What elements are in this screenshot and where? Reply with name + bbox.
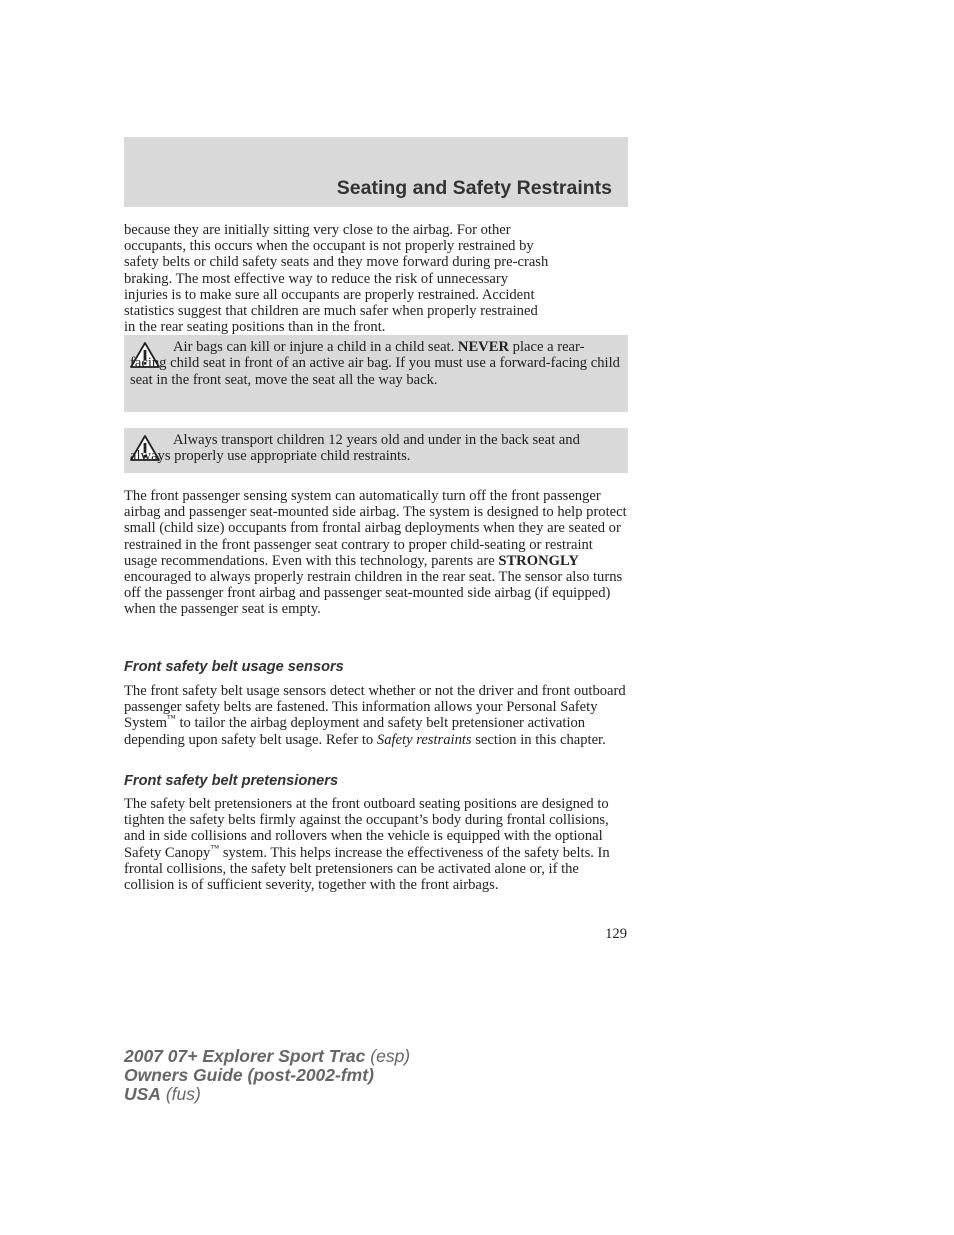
emphasis-strongly: STRONGLY: [498, 552, 579, 569]
warning-emphasis: NEVER: [457, 339, 509, 355]
intro-line: braking. The most effective way to reduce the risk of unnecessary: [124, 270, 509, 287]
intro-line: occupants, this occurs when the occupant is not properly restrained by: [124, 238, 534, 255]
footer-line: 2007 07+ Explorer Sport Trac (esp): [124, 1046, 411, 1066]
page-title: Seating and Safety Restraints: [336, 177, 612, 199]
warning-text: Always transport children 12 years old and under in the back seat and always properly use appropriate child restraints.: [130, 432, 580, 465]
page-number: 129: [605, 926, 627, 942]
intro-paragraph: [124, 222, 630, 335]
warning-text: Air bags can kill or injure a child in a child seat. NEVER place a rear-facing child seat in front of an active air bag. If you must use a forward-facing child seat in the front seat, move the seat all the way back.: [130, 339, 620, 388]
pretensioners-paragraph: The safety belt pretensioners at the front outboard seating positions are designed to tighten the safety belts firmly against the occupant’s body during frontal collisions, and in side collisions and rollovers when the vehicle is equipped with the optional Safety Canopy™ system. This helps increase the effectiveness of the safety belts. In frontal collisions, the safety belt pretensioners can be activated alone or, if the collision is of sufficient severity, together with the front airbags.: [124, 796, 610, 894]
cross-reference: Safety restraints: [376, 731, 472, 748]
footer-line: USA (fus): [124, 1084, 201, 1104]
footer-line: Owners Guide (post-2002-fmt): [124, 1065, 374, 1085]
intro-line: statistics suggest that children are much safer when properly restrained: [124, 303, 538, 320]
warning-box-child-seat: [124, 335, 628, 412]
sensing-paragraph: The front passenger sensing system can automatically turn off the front passenger airbag and passenger seat-mounted side airbag. The system is designed to help protect small (child size) occupants from frontal airbag deployments when they are seated or restrained in the front passenger seat contrary to proper child-seating or restraint usage recommendations. Even with this technology, parents are STRONGLY encouraged to always properly restrain children in the rear seat. The sensor also turns off the passenger front airbag and passenger seat-mounted side airbag (if equipped) when the passenger seat is empty.: [124, 488, 627, 618]
header-band: [124, 137, 628, 207]
trademark-symbol: ™: [210, 842, 220, 853]
intro-line: injuries is to make sure all occupants are properly restrained. Accident: [124, 286, 535, 303]
section-heading-usage-sensors: Front safety belt usage sensors: [124, 659, 344, 675]
warning-box-children-back-seat: [124, 428, 628, 473]
trademark-symbol: ™: [166, 713, 176, 724]
intro-line: in the rear seating positions than in the front.: [124, 319, 386, 336]
section-heading-pretensioners: Front safety belt pretensioners: [124, 773, 339, 789]
intro-line: safety belts or child safety seats and they move forward during pre-crash: [124, 254, 549, 271]
usage-sensors-paragraph: The front safety belt usage sensors detect whether or not the driver and front outboard passenger safety belts are fastened. This information allows your Personal Safety System™ to tailor the airbag deployment and safety belt pretensioner activation depending upon safety belt usage. Refer to Safety restraints section in this chapter.: [124, 683, 626, 748]
document-footer: [124, 1047, 410, 1104]
intro-line: because they are initially sitting very close to the airbag. For other: [124, 222, 511, 238]
